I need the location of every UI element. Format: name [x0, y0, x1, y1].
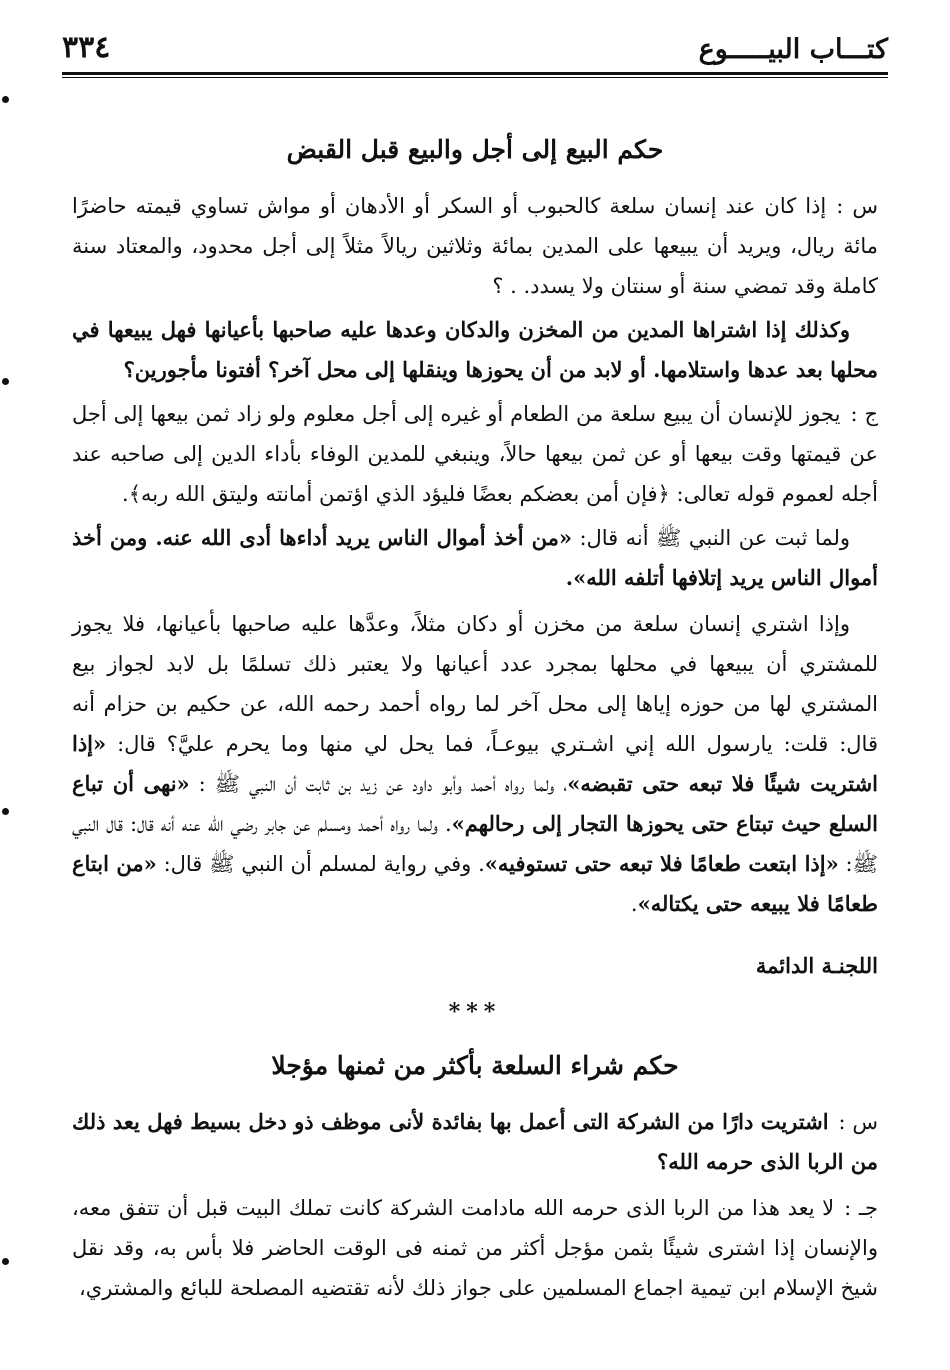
- page-header: [62, 30, 888, 70]
- header-rule-thin: [62, 77, 888, 78]
- answer-label: جـ :: [844, 1196, 879, 1220]
- answer-text: يجوز للإنسان أن يبيع سلعة من الطعام أو غيره إلى أجل معلوم ولو زاد ثمن بيعها إلى أجل عن قيمتها وقت بيعها أو عن ثمن بيعها حالاً، وينبغي للمدين الوفاء بأداء الدين إلى صاحبه عند أجله لعموم قوله تعالى: ﴿فإن أمن بعضكم بعضًا فليؤد الذي اؤتمن أمانته وليتق الله ربه﴾.: [72, 402, 878, 506]
- answer-paragraph: [72, 1188, 878, 1308]
- section-title: حكم البيع إلى أجل والبيع قبل القبض: [286, 135, 664, 164]
- page-content: [72, 130, 878, 1312]
- answer-paragraph: [72, 394, 878, 514]
- answer-label: ج :: [850, 402, 878, 426]
- ruling-text: . وفي رواية لمسلم أن النبي ﷺ قال:: [163, 852, 485, 876]
- question-paragraph-continued: وكذلك إذا اشتراها المدين من المخزن والدكان وعدها عليه صاحبها بأعيانها فهل يبيعها في محلها بعد عدها واستلامها. أو لابد من أن يحوزها وينقلها إلى محل آخر؟ أفتونا مأجورين؟: [72, 317, 878, 382]
- question-text: اشتريت دارًا من الشركة التى أعمل بها بفائدة لأنى موظف ذو دخل بسيط فهل يعد ذلك من الربا الذى حرمه الله؟: [72, 1109, 878, 1174]
- question-label: س :: [838, 1110, 878, 1134]
- question-paragraph: [72, 1102, 878, 1182]
- page-number: ٣٣٤: [62, 30, 111, 65]
- header-rule: [62, 72, 888, 75]
- hadith-paragraph: [72, 518, 878, 598]
- hadith-quote: «من أخذ أموال الناس يريد أداءها أدى الله عنه. ومن أخذ أموال الناس يريد إتلافها أتلفه الله».: [72, 525, 878, 590]
- ruling-text: .: [630, 892, 638, 916]
- hadith-intro: ولما ثبت عن النبي ﷺ أنه قال:: [579, 526, 850, 550]
- question-label: س :: [836, 194, 878, 218]
- ruling-text: وإذا اشتري إنسان سلعة من مخزن أو دكان مثلاً، وعدَّها عليه صاحبها بأعيانها، فلا يجوز للمشتري أن يبيعها في محلها بمجرد عدد أعيانها ولا يعتبر ذلك تسلمًا بل لابد لجواز بيع المشتري لها من حوزه إياها إلى محل آخر لما رواه أحمد رحمه الله، عن حكيم بن حزام أنه قال: قلت: يارسول الله إني اشـتري بيوعـاً، فما يحل لي منها وما يحرم عليَّ؟ قال:: [72, 612, 878, 756]
- section-title: حكم شراء السلعة بأكثر من ثمنها مؤجلا: [271, 1051, 679, 1080]
- margin-mark: [2, 808, 9, 815]
- hadith-quote: «نهى أن تباع السلع حيث تبتاع حتى يحوزها التجار إلى رحالهم»: [72, 771, 878, 836]
- margin-mark: [2, 378, 9, 385]
- answer-text: لا يعد هذا من الربا الذى حرمه الله مادامت الشركة كانت تملك البيت قبل أن تتفق معه، والإنسان إذا اشترى شيئًا بثمن مؤجل أكثر من ثمنه فى الوقت الحاضر فلا بأس به، وقد نقل شيخ الإسلام ابن تيمية اجماع المسلمين على جواز ذلك لأنه تقتضيه المصلحة للبائع والمشتري،: [72, 1196, 878, 1300]
- hadith-quote: «إذا اشتريت شيئًا فلا تبعه حتى تقبضه»: [72, 731, 878, 796]
- question-text: إذا كان عند إنسان سلعة كالحبوب أو السكر أو الأدهان أو مواش تساوي قيمته حاضرًا مائة ريال، ويريد أن يبيعها على المدين بمائة وثلاثين ريالاً مثلاً إلى أجل محدود، والمعتاد سنة كاملة وقد تمضي سنة أو سنتان ولا يسدد. . ؟: [72, 194, 878, 298]
- hadith-quote: «إذا ابتعت طعامًا فلا تبعه حتى تستوفيه»: [484, 851, 839, 876]
- section-separator: ***: [448, 999, 502, 1025]
- ruling-text: ، ولما رواه أحمد وأبو داود عن زيد بن ثابت أن النبي ﷺ :: [198, 772, 568, 796]
- hadith-quote: «من ابتاع طعامًا فلا يبيعه حتى يكتاله»: [72, 851, 878, 916]
- ruling-paragraph: [72, 604, 878, 924]
- running-title: كتـــاب البيـــــوع: [698, 34, 888, 65]
- margin-mark: [2, 96, 9, 103]
- signature: اللجنـة الدائمة: [755, 953, 878, 978]
- margin-mark: [2, 1258, 9, 1265]
- ruling-text: . ولما رواه أحمد ومسلم عن جابر رضي الله عنه أنه قال: قال النبي ﷺ:: [72, 812, 878, 876]
- question-paragraph: [72, 186, 878, 306]
